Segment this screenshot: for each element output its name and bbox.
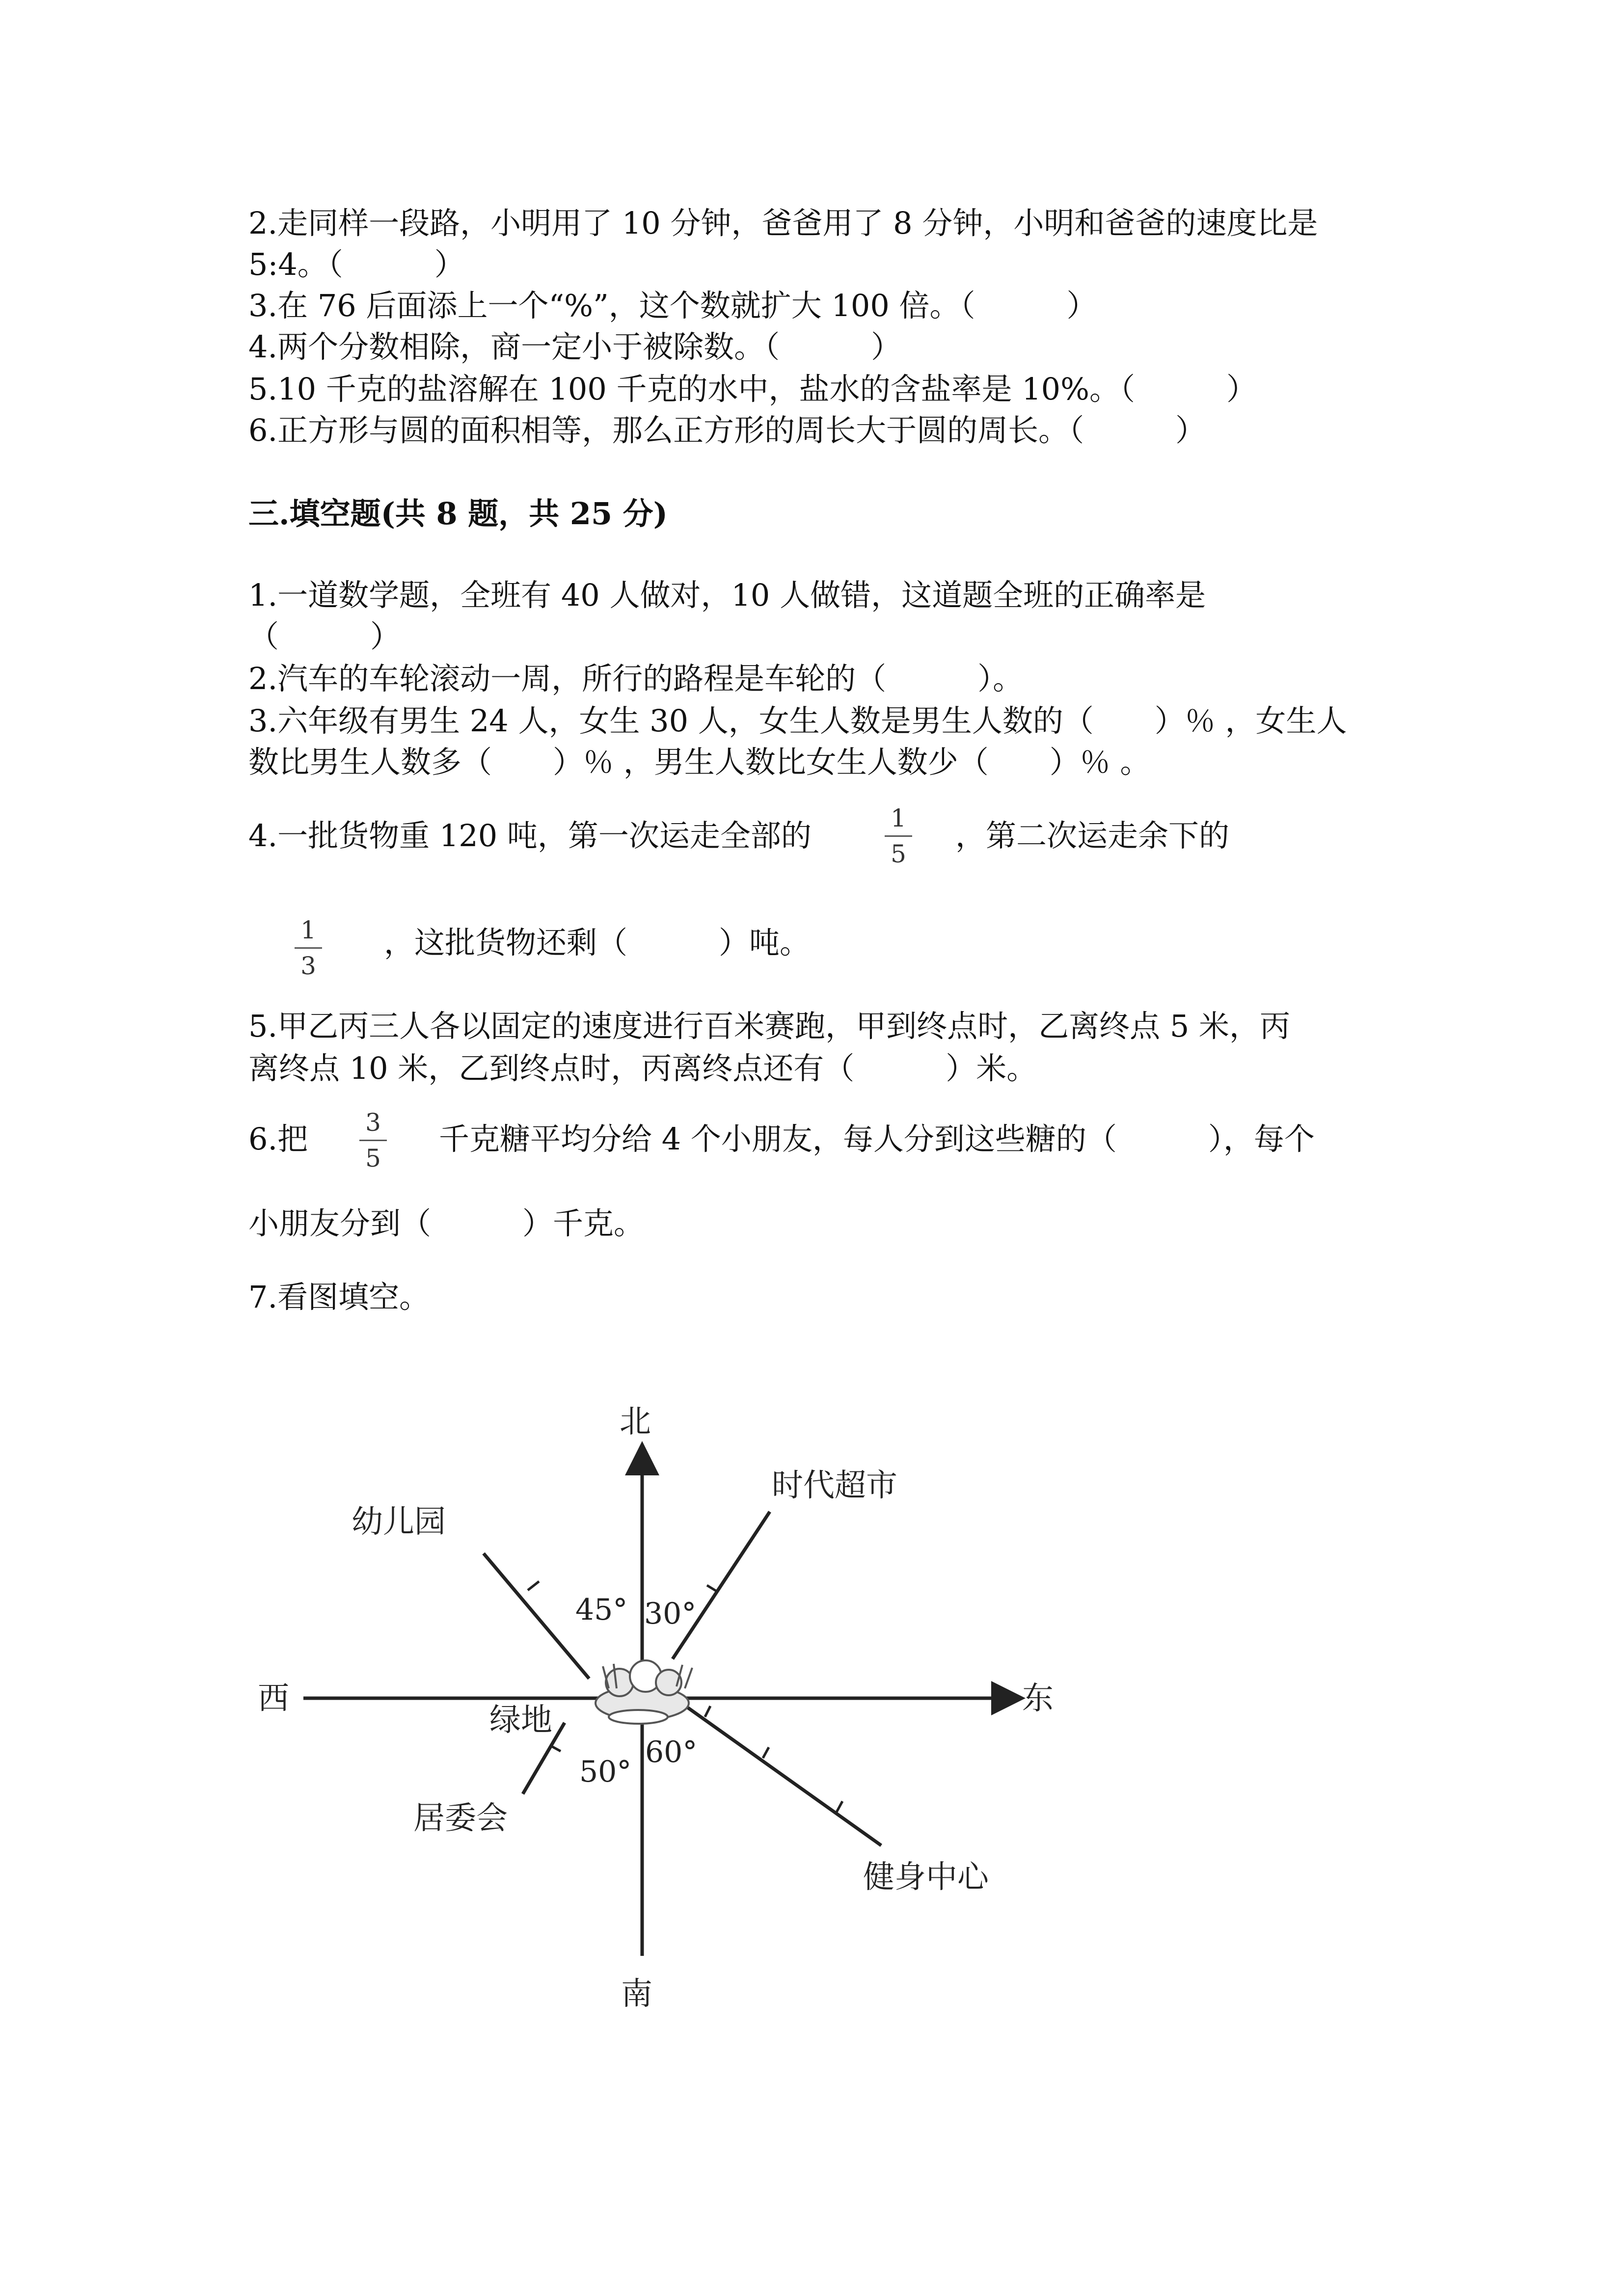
tick-mark: [763, 1747, 769, 1758]
fill-q5-line-2: 离终点 10 米，乙到终点时，丙离终点还有（ ）米。: [248, 1050, 1037, 1086]
judge-item-2-line-2: 5:4。（ ）: [248, 246, 465, 282]
fill-q6-line-2: 小朋友分到（ ）千克。: [248, 1205, 645, 1241]
east-label: 东: [1022, 1681, 1054, 1717]
fill-q4-text-1: 4.一批货物重 120 吨，第一次运走全部的: [248, 818, 812, 854]
fill-q6-text-2: 千克糖平均分给 4 个小朋友，每人分到这些糖的（ ），每个: [439, 1121, 1315, 1157]
south-label: 南: [621, 1976, 652, 2012]
fraction-denominator: 3: [300, 952, 316, 980]
angle-label-fitness: 60°: [645, 1735, 698, 1769]
place-label-kindergarten: 幼儿园: [352, 1504, 446, 1540]
fill-q5-line-1: 5.甲乙丙三人各以固定的速度进行百米赛跑，甲到终点时，乙离终点 5 米，丙: [248, 1008, 1291, 1044]
judge-item-3: 3.在 76 后面添上一个“%”，这个数就扩大 100 倍。（ ）: [248, 288, 1097, 323]
fill-q6-text-1: 6.把: [248, 1121, 308, 1157]
tick-mark: [837, 1801, 842, 1812]
judge-item-6: 6.正方形与圆的面积相等，那么正方形的周长大于圆的周长。（ ）: [248, 412, 1206, 448]
judge-item-5: 5.10 千克的盐溶解在 100 千克的水中，盐水的含盐率是 10%。（ ）: [248, 371, 1257, 407]
fill-q7: 7.看图填空。: [248, 1279, 430, 1315]
ray-kindergarten: [484, 1553, 589, 1679]
fill-q1-line-2: （ ）: [248, 618, 401, 654]
fill-q1-line-1: 1.一道数学题，全班有 40 人做对，10 人做错，这道题全班的正确率是: [248, 577, 1206, 613]
north-label: 北: [620, 1404, 651, 1440]
place-label-fitness: 健身中心: [863, 1859, 989, 1896]
place-label-community: 居委会: [413, 1800, 508, 1837]
fraction-numerator: 1: [891, 804, 906, 832]
angle-label-supermarket: 30°: [644, 1597, 697, 1631]
fraction-numerator: 1: [300, 916, 316, 944]
section-title: 三.填空题(共 8 题，共 25 分): [248, 496, 668, 532]
center-label: 绿地: [489, 1702, 552, 1738]
judge-item-2-line-1: 2.走同样一段路，小明用了 10 分钟，爸爸用了 8 分钟，小明和爸爸的速度比是: [248, 205, 1318, 241]
angle-label-kindergarten: 45°: [575, 1593, 628, 1627]
fraction-numerator: 3: [365, 1108, 381, 1137]
tick-mark: [707, 1585, 718, 1592]
fraction-denominator: 5: [891, 840, 906, 868]
fill-q4-text-3: ，这批货物还剩（ ）吨。: [384, 925, 811, 961]
fill-q3-line-1: 3.六年级有男生 24 人，女生 30 人，女生人数是男生人数的（ ）％ ，女生人: [248, 703, 1347, 739]
angle-label-community: 50°: [579, 1755, 632, 1789]
ray-supermarket: [673, 1512, 770, 1659]
green-area-icon: [595, 1660, 692, 1724]
judge-item-4: 4.两个分数相除，商一定小于被除数。（ ）: [248, 329, 902, 365]
fraction-denominator: 5: [365, 1144, 381, 1173]
place-label-supermarket: 时代超市: [772, 1468, 897, 1504]
ray-fitness: [685, 1706, 881, 1845]
fill-q4-text-2: ，第二次运走余下的: [955, 818, 1230, 854]
fill-q2: 2.汽车的车轮滚动一周，所行的路程是车轮的（ ）。: [248, 661, 1024, 696]
fill-q3-line-2: 数比男生人数多（ ）％ ，男生人数比女生人数少（ ）％ 。: [248, 744, 1151, 780]
tick-mark: [705, 1706, 710, 1717]
tick-mark: [528, 1581, 539, 1590]
west-label: 西: [258, 1681, 289, 1717]
